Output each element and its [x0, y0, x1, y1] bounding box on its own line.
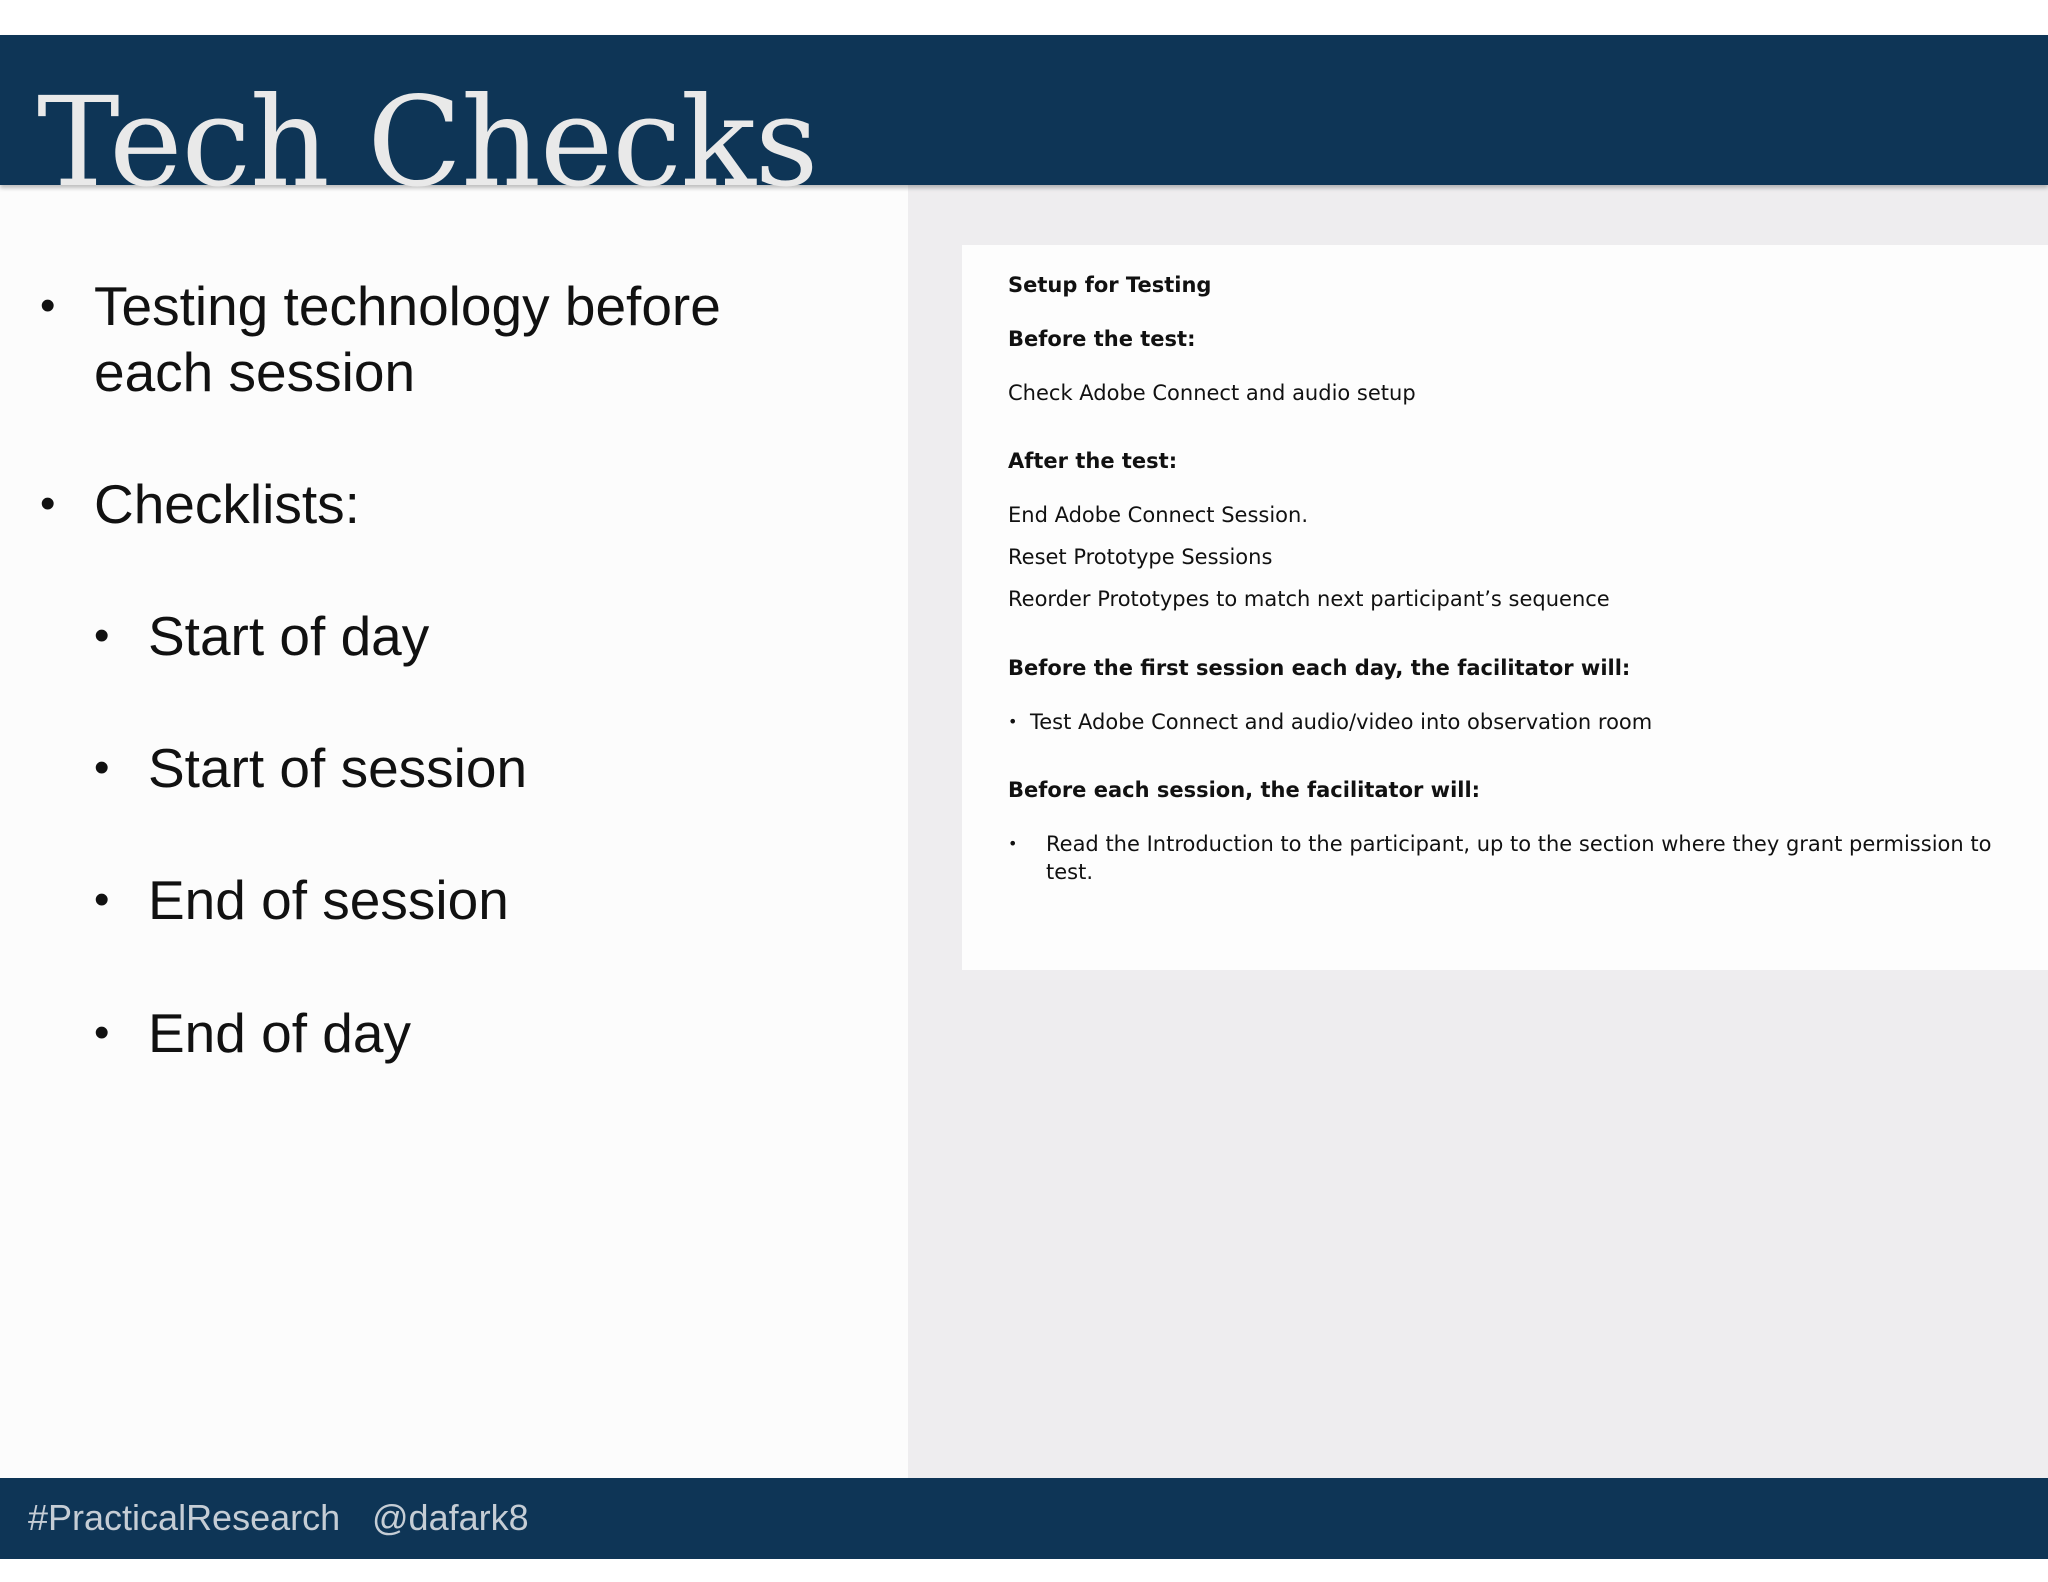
sub-bullet-label: Start of day [148, 605, 430, 667]
sub-bullet-label: End of session [148, 869, 509, 931]
doc-before-test-heading: Before the test: [1008, 327, 1196, 351]
bullet-dot-icon: • [1008, 712, 1018, 731]
doc-each-session-heading: Before each session, the facilitator will: [1008, 778, 1481, 802]
doc-after-test-item-1: End Adobe Connect Session. [1008, 503, 1308, 527]
title-bar [0, 35, 2048, 215]
bullet-dot-icon: • [40, 479, 56, 528]
bullet-checklists-label: Checklists: [94, 473, 360, 535]
footer-handle: @dafark8 [372, 1497, 529, 1538]
doc-heading: Setup for Testing [1008, 273, 1212, 297]
bullet-dot-icon: • [1008, 834, 1018, 853]
doc-first-session-item: Test Adobe Connect and audio/video into observation room [1030, 710, 1653, 734]
sub-bullet-label: Start of session [148, 737, 528, 799]
doc-after-test-item-2: Reset Prototype Sessions [1008, 545, 1273, 569]
sub-bullet-label: End of day [148, 1002, 411, 1064]
footer-hashtag: #PracticalResearch [28, 1497, 341, 1538]
bullet-dot-icon: • [94, 611, 110, 660]
bullet-testing-line-1: Testing technology before [94, 275, 721, 337]
doc-before-test-item: Check Adobe Connect and audio setup [1008, 381, 1416, 405]
doc-after-test-heading: After the test: [1008, 449, 1178, 473]
doc-first-session-heading: Before the first session each day, the facilitator will: [1008, 656, 1631, 680]
bullet-dot-icon: • [94, 875, 110, 924]
slide-title: Tech Checks [37, 71, 818, 215]
bullet-testing-line-2: each session [94, 341, 416, 403]
bullet-dot-icon: • [40, 281, 56, 330]
doc-after-test-item-3: Reorder Prototypes to match next participant’s sequence [1008, 587, 1610, 611]
doc-each-session-item: Read the Introduction to the participant, up to the section where they grant permission to test. [1046, 832, 1992, 884]
document-screenshot [962, 245, 2048, 970]
footer-bar [0, 1478, 2048, 1559]
left-panel [0, 185, 908, 1478]
bullet-dot-icon: • [94, 1008, 110, 1057]
bullet-dot-icon: • [94, 743, 110, 792]
